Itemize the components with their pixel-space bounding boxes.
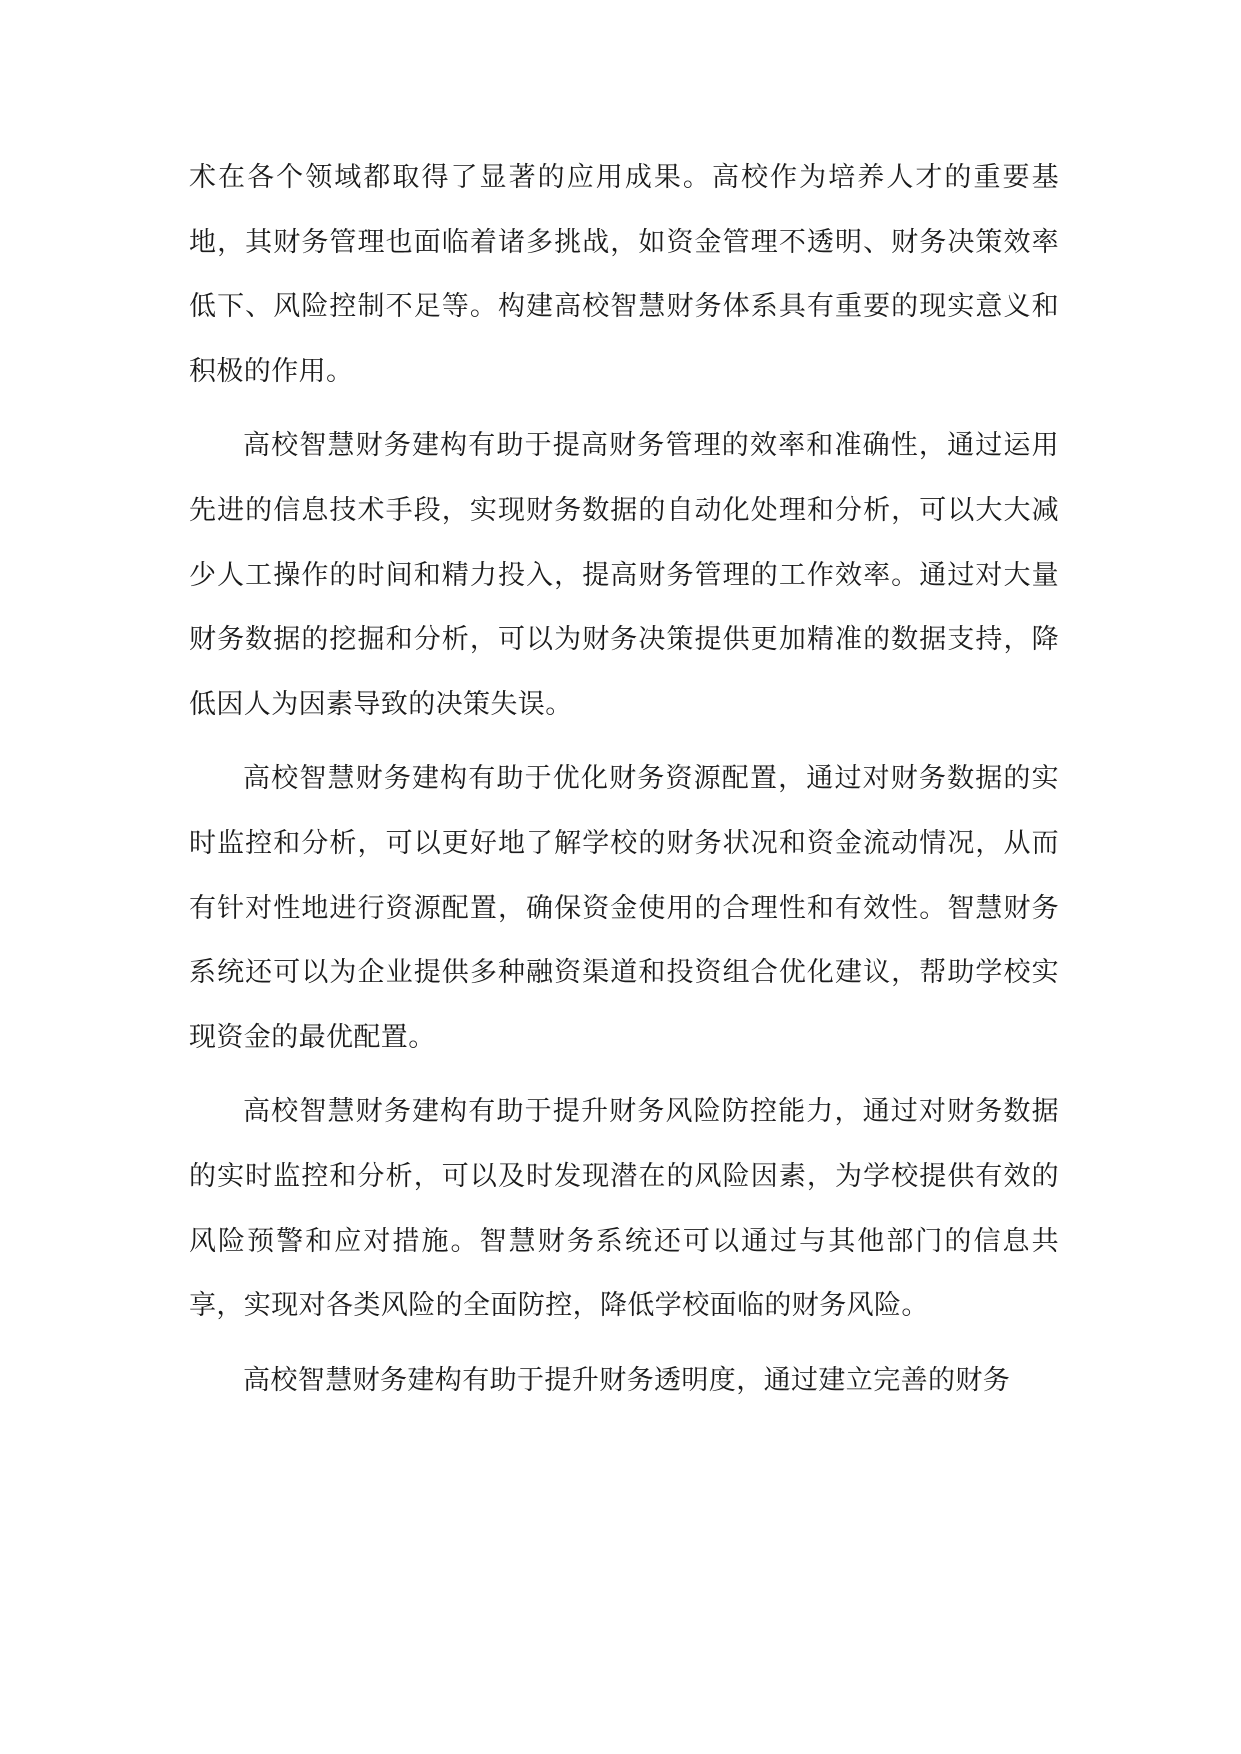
document-body — [189, 146, 1059, 1423]
paragraph-transparency: 高校智慧财务建构有助于提升财务透明度，通过建立完善的财务 — [243, 1364, 1011, 1396]
paragraph-continuation: 术在各个领域都取得了显著的应用成果。高校作为培养人才的重要基地，其财务管理也面临着诸多挑战，如资金管理不透明、财务决策效率低下、风险控制不足等。构建高校智慧财务体系具有重要的现实意义和积极的作用。 — [189, 162, 1059, 387]
paragraph-efficiency: 高校智慧财务建构有助于提高财务管理的效率和准确性，通过运用先进的信息技术手段，实现财务数据的自动化处理和分析，可以大大减少人工操作的时间和精力投入，提高财务管理的工作效率。通过对大量财务数据的挖掘和分析，可以为财务决策提供更加精准的数据支持，降低因人为因素导致的决策失误。 — [189, 430, 1059, 720]
paragraph-risk-control: 高校智慧财务建构有助于提升财务风险防控能力，通过对财务数据的实时监控和分析，可以及时发现潜在的风险因素，为学校提供有效的风险预警和应对措施。智慧财务系统还可以通过与其他部门的信息共享，实现对各类风险的全面防控，降低学校面临的财务风险。 — [189, 1096, 1059, 1322]
paragraph-resource-allocation: 高校智慧财务建构有助于优化财务资源配置，通过对财务数据的实时监控和分析，可以更好地了解学校的财务状况和资金流动情况，从而有针对性地进行资源配置，确保资金使用的合理性和有效性。智慧财务系统还可以为企业提供多种融资渠道和投资组合优化建议，帮助学校实现资金的最优配置。 — [189, 763, 1059, 1053]
